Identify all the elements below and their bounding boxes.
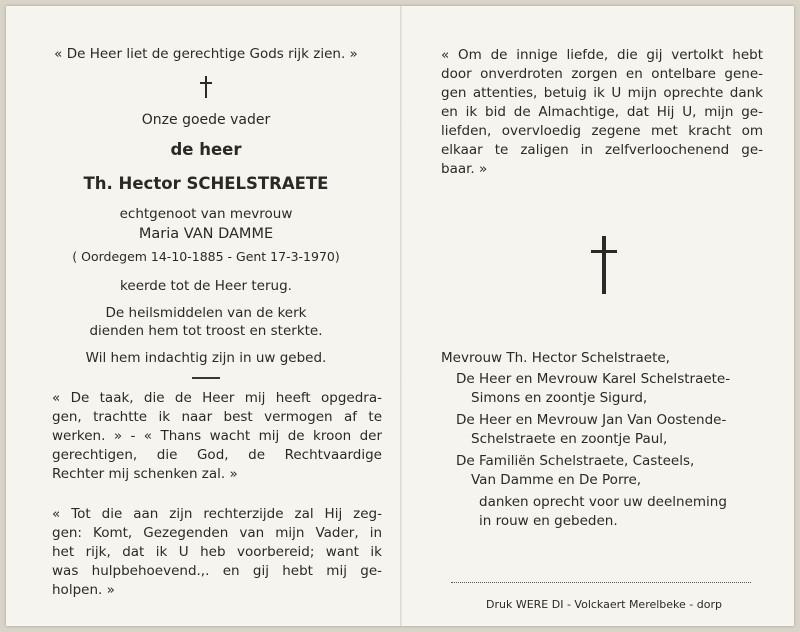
family-line-5: Schelstraete en zoontje Paul, <box>471 431 668 447</box>
right-quote-line-7: baar. » <box>441 161 488 177</box>
right-quote-line-5: liefden, overvloedig zegene met kracht om <box>441 123 763 139</box>
family-line-1: Mevrouw Th. Hector Schelstraete, <box>441 350 670 366</box>
deceased-name: Th. Hector SCHELSTRAETE <box>83 174 329 193</box>
quote3-line-2: gen: Komt, Gezegenden van mijn Vader, in <box>52 525 382 541</box>
intro-text: Onze goede vader <box>141 112 271 128</box>
quote2-line-2: gen, trachtte ik naar best vermogen af te <box>52 409 382 425</box>
right-quote-line-2: door onverdroten zorgen en ontelbare gene- <box>441 66 763 82</box>
right-quote-line-1: « Om de innige liefde, die gij vertolkt hebt <box>441 47 763 63</box>
family-line-4: De Heer en Mevrouw Jan Van Oostende- <box>456 412 727 428</box>
family-line-2: De Heer en Mevrouw Karel Schelstraete- <box>456 371 731 387</box>
cross-icon <box>199 76 213 98</box>
card-fold <box>400 6 402 626</box>
printer-credit: Druk WERE DI - Volckaert Merelbeke - dorp <box>486 598 722 611</box>
divider <box>192 377 220 379</box>
quote3-line-3: het rijk, dat ik U heb voorbereid; want ik <box>52 544 382 560</box>
dotted-rule <box>451 582 751 583</box>
quote2-line-5: Rechter mij schenken zal. » <box>52 466 238 482</box>
quote3-line-4: was hulpbehoevend.,. en gij hebt mij ge- <box>52 563 382 579</box>
quote2-line-1: « De taak, die de Heer mij heeft opgedra- <box>52 390 382 406</box>
sacraments-line-1: De heilsmiddelen van de kerk <box>105 305 307 321</box>
right-quote-line-6: elkaar te zaligen in zelfverloochenend ge- <box>441 142 763 158</box>
returned-text: keerde tot de Heer terug. <box>120 278 292 294</box>
title-text: de heer <box>170 140 242 159</box>
cross-icon <box>590 236 618 294</box>
spouse-intro: echtgenoot van mevrouw <box>119 206 293 222</box>
sacraments-line-2: dienden hem tot troost en sterkte. <box>89 323 323 339</box>
family-line-3: Simons en zoontje Sigurd, <box>471 390 648 406</box>
family-line-8: danken oprecht voor uw deelneming <box>479 494 727 510</box>
right-quote-line-4: en ik bid de Almachtige, dat Hij U, mijn ge- <box>441 104 763 120</box>
remember-text: Wil hem indachtig zijn in uw gebed. <box>85 350 327 366</box>
spouse-name: Maria VAN DAMME <box>138 226 274 242</box>
family-line-9: in rouw en gebeden. <box>479 513 618 529</box>
right-quote-line-3: gen attenties, betuig ik U mijn oprechte dank <box>441 85 763 101</box>
family-line-7: Van Damme en De Porre, <box>471 472 642 488</box>
opening-quote: « De Heer liet de gerechtige Gods rijk zien. » <box>54 46 358 62</box>
quote2-line-3: werken. » - « Thans wacht mij de kroon der <box>52 428 382 444</box>
quote2-line-4: gerechtigen, die God, de Rechtvaardige <box>52 447 382 463</box>
quote3-line-1: « Tot die aan zijn rechterzijde zal Hij zeg- <box>52 506 382 522</box>
family-line-6: De Familiën Schelstraete, Casteels, <box>456 453 695 469</box>
life-dates: ( Oordegem 14-10-1885 - Gent 17-3-1970) <box>72 249 340 264</box>
quote3-line-5: holpen. » <box>52 582 115 598</box>
